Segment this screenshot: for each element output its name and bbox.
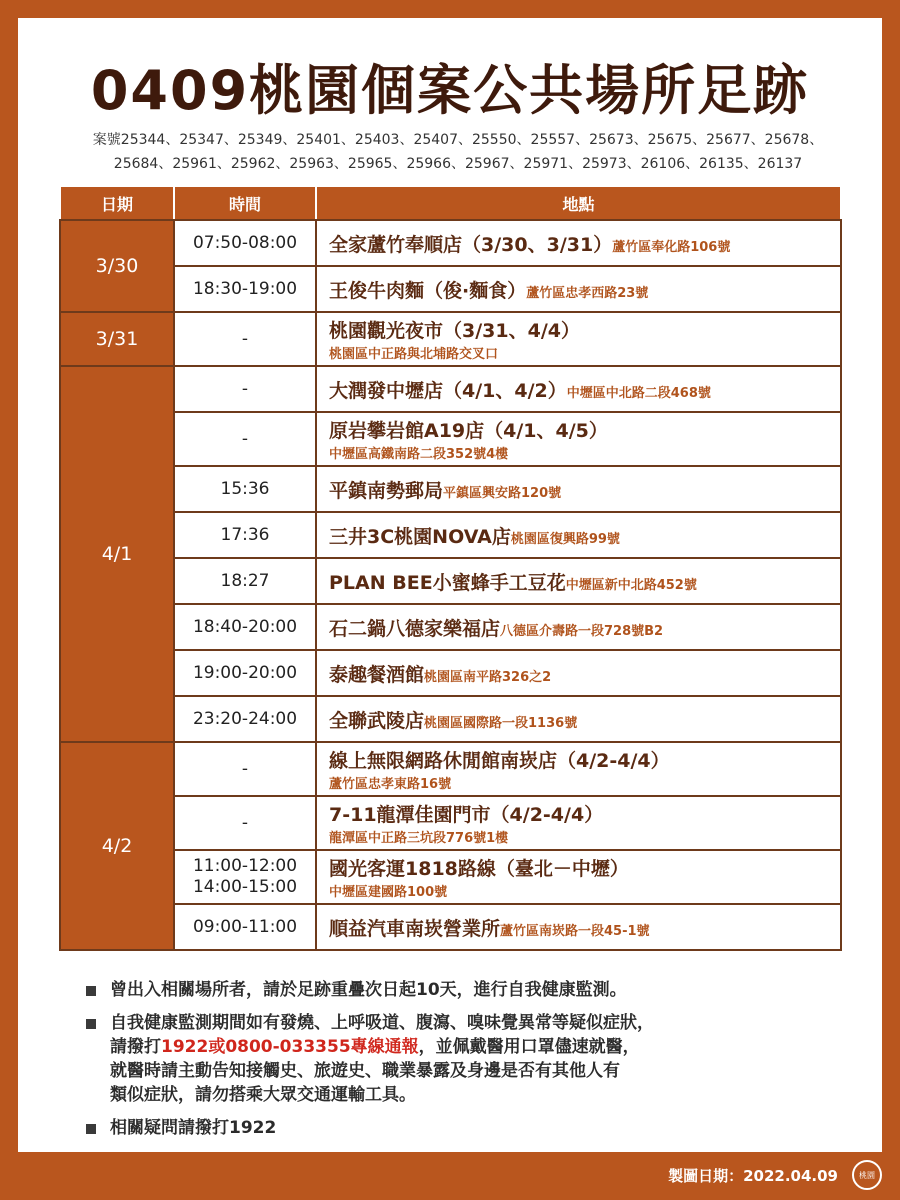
case-numbers bbox=[63, 128, 853, 176]
place-name: 全聯武陵店 bbox=[329, 709, 425, 732]
time-value: 18:40-20:00 bbox=[192, 616, 298, 637]
time-value: 18:30-19:00 bbox=[192, 278, 298, 299]
bullet-square-icon bbox=[86, 1124, 96, 1134]
place-cell bbox=[316, 512, 841, 558]
place-address: 八德區介壽路一段728號B2 bbox=[500, 623, 664, 639]
notes bbox=[86, 978, 846, 1149]
table-row bbox=[60, 796, 841, 850]
place-name: 平鎮南勢郵局 bbox=[329, 479, 444, 502]
time-cell bbox=[174, 412, 316, 466]
time-value: - bbox=[241, 758, 249, 779]
time-cell bbox=[174, 904, 316, 950]
time-cell bbox=[174, 312, 316, 366]
place-address: 平鎮區興安路120號 bbox=[443, 485, 562, 501]
place-cell bbox=[316, 366, 841, 412]
place-address: 蘆竹區南崁路一段45-1號 bbox=[500, 923, 650, 939]
place-address: 蘆竹區忠孝東路16號 bbox=[329, 777, 452, 792]
note-text-part: 請撥打 bbox=[110, 1037, 161, 1057]
date-cell: 4/2 bbox=[60, 742, 174, 950]
taoyuan-seal-icon: 桃園 bbox=[852, 1160, 882, 1190]
place-name: 王俊牛肉麵（俊·麵食） bbox=[329, 279, 527, 302]
header-date: 日期 bbox=[60, 186, 174, 220]
time-value: - bbox=[241, 812, 249, 833]
page-title: 0409桃園個案公共場所足跡 bbox=[90, 59, 810, 122]
table-row bbox=[60, 512, 841, 558]
place-cell bbox=[316, 650, 841, 696]
place-name: 順益汽車南崁營業所 bbox=[329, 917, 501, 940]
header-time: 時間 bbox=[174, 186, 316, 220]
time-value: - bbox=[241, 328, 249, 349]
place-cell bbox=[316, 558, 841, 604]
time-cell bbox=[174, 696, 316, 742]
table-row bbox=[60, 466, 841, 512]
place-address: 桃園區復興路99號 bbox=[510, 531, 620, 547]
time-value: 23:20-24:00 bbox=[192, 708, 298, 729]
place-address: 中壢區新中北路452號 bbox=[565, 577, 697, 593]
time-value: 15:36 bbox=[220, 478, 270, 499]
place-cell bbox=[316, 412, 841, 466]
note-text: 相關疑問請撥打1922 bbox=[110, 1118, 277, 1138]
table-body bbox=[60, 220, 841, 950]
time-value: - bbox=[241, 378, 249, 399]
place-name: 線上無限網路休閒館南崁店（4/2-4/4） bbox=[329, 750, 670, 772]
time-value: 09:00-11:00 bbox=[192, 916, 298, 937]
place-cell bbox=[316, 742, 841, 796]
note-text-part: ，並佩戴醫用口罩儘速就醫， bbox=[418, 1037, 640, 1057]
date-cell: 4/1 bbox=[60, 366, 174, 742]
table-row bbox=[60, 742, 841, 796]
time-cell bbox=[174, 558, 316, 604]
table-row bbox=[60, 220, 841, 266]
note-item bbox=[86, 1116, 846, 1140]
case-numbers-line: 案號25344、25347、25349、25401、25403、25407、25550、25557、25673、25675、25677、25678、 bbox=[92, 132, 824, 148]
place-cell bbox=[316, 696, 841, 742]
place-address: 中壢區高鐵南路二段352號4樓 bbox=[329, 447, 509, 462]
place-cell bbox=[316, 312, 841, 366]
time-value: 18:27 bbox=[220, 570, 270, 591]
place-cell bbox=[316, 796, 841, 850]
place-name: 全家蘆竹奉順店（3/30、3/31） bbox=[329, 233, 613, 256]
place-cell bbox=[316, 904, 841, 950]
place-cell bbox=[316, 220, 841, 266]
date-cell: 3/31 bbox=[60, 312, 174, 366]
table-row bbox=[60, 412, 841, 466]
table-row bbox=[60, 558, 841, 604]
place-name: 石二鍋八德家樂福店 bbox=[329, 617, 501, 640]
table-row bbox=[60, 650, 841, 696]
header-place: 地點 bbox=[316, 186, 841, 220]
table-row bbox=[60, 850, 841, 904]
time-cell bbox=[174, 466, 316, 512]
place-address: 中壢區建國路100號 bbox=[329, 885, 448, 900]
note-item bbox=[86, 1011, 846, 1107]
place-name: 國光客運1818路線（臺北－中壢） bbox=[329, 858, 629, 880]
place-cell bbox=[316, 266, 841, 312]
place-name: 三井3C桃園NOVA店 bbox=[329, 525, 511, 548]
time-value: 07:50-08:00 bbox=[192, 232, 298, 253]
date-cell: 3/30 bbox=[60, 220, 174, 312]
note-text: 曾出入相關場所者，請於足跡重疊次日起10天，進行自我健康監測。 bbox=[110, 980, 627, 1000]
note-text: 自我健康監測期間如有發燒、上呼吸道、腹瀉、嗅味覺異常等疑似症狀， bbox=[110, 1013, 654, 1033]
time-cell bbox=[174, 604, 316, 650]
place-address: 桃園區國際路一段1136號 bbox=[424, 715, 578, 731]
time-value: 14:00-15:00 bbox=[192, 877, 298, 897]
time-cell bbox=[174, 266, 316, 312]
time-value: 19:00-20:00 bbox=[192, 662, 298, 683]
place-address: 桃園區南平路326之2 bbox=[424, 669, 552, 685]
place-name: 7-11龍潭佳園門市（4/2-4/4） bbox=[329, 804, 604, 826]
note-text: 類似症狀，請勿搭乘大眾交通運輸工具。 bbox=[110, 1085, 416, 1105]
place-name: 大潤發中壢店（4/1、4/2） bbox=[329, 379, 567, 402]
place-cell bbox=[316, 466, 841, 512]
place-address: 蘆竹區奉化路106號 bbox=[612, 239, 731, 255]
time-cell bbox=[174, 850, 316, 904]
place-name: 泰趣餐酒館 bbox=[329, 663, 425, 686]
note-text: 就醫時請主動告知接觸史、旅遊史、職業暴露及身邊是否有其他人有 bbox=[110, 1061, 620, 1081]
footprint-table bbox=[59, 185, 842, 951]
place-address: 蘆竹區忠孝西路23號 bbox=[526, 285, 649, 301]
place-address: 桃園區中正路與北埔路交叉口 bbox=[329, 347, 499, 362]
place-name: PLAN BEE小蜜蜂手工豆花 bbox=[329, 571, 566, 594]
time-cell bbox=[174, 366, 316, 412]
case-numbers-line: 25684、25961、25962、25963、25965、25966、25967、25971、25973、26106、26135、26137 bbox=[113, 156, 803, 172]
note-item bbox=[86, 978, 846, 1002]
place-address: 龍潭區中正路三坑段776號1樓 bbox=[329, 831, 509, 846]
place-cell bbox=[316, 604, 841, 650]
table-row bbox=[60, 696, 841, 742]
table-row bbox=[60, 604, 841, 650]
note-text bbox=[110, 1035, 846, 1059]
table-row bbox=[60, 312, 841, 366]
creation-date: 製圖日期：2022.04.09 bbox=[668, 1167, 838, 1185]
bullet-square-icon bbox=[86, 986, 96, 996]
place-address: 中壢區中北路二段468號 bbox=[566, 385, 711, 401]
time-value: 17:36 bbox=[220, 524, 270, 545]
table-row bbox=[60, 366, 841, 412]
time-cell bbox=[174, 742, 316, 796]
place-name: 桃園觀光夜市（3/31、4/4） bbox=[329, 320, 580, 342]
table-row bbox=[60, 266, 841, 312]
poster-panel bbox=[18, 18, 882, 1152]
table-header-row bbox=[60, 186, 841, 220]
place-cell bbox=[316, 850, 841, 904]
time-cell bbox=[174, 796, 316, 850]
bullet-square-icon bbox=[86, 1019, 96, 1029]
time-value: - bbox=[241, 428, 249, 449]
place-name: 原岩攀岩館A19店（4/1、4/5） bbox=[329, 420, 608, 442]
hotline-highlight: 1922或0800-033355專線通報 bbox=[161, 1037, 419, 1057]
table-row bbox=[60, 904, 841, 950]
time-value: 11:00-12:00 bbox=[192, 856, 298, 876]
time-cell bbox=[174, 650, 316, 696]
time-cell bbox=[174, 512, 316, 558]
time-cell bbox=[174, 220, 316, 266]
